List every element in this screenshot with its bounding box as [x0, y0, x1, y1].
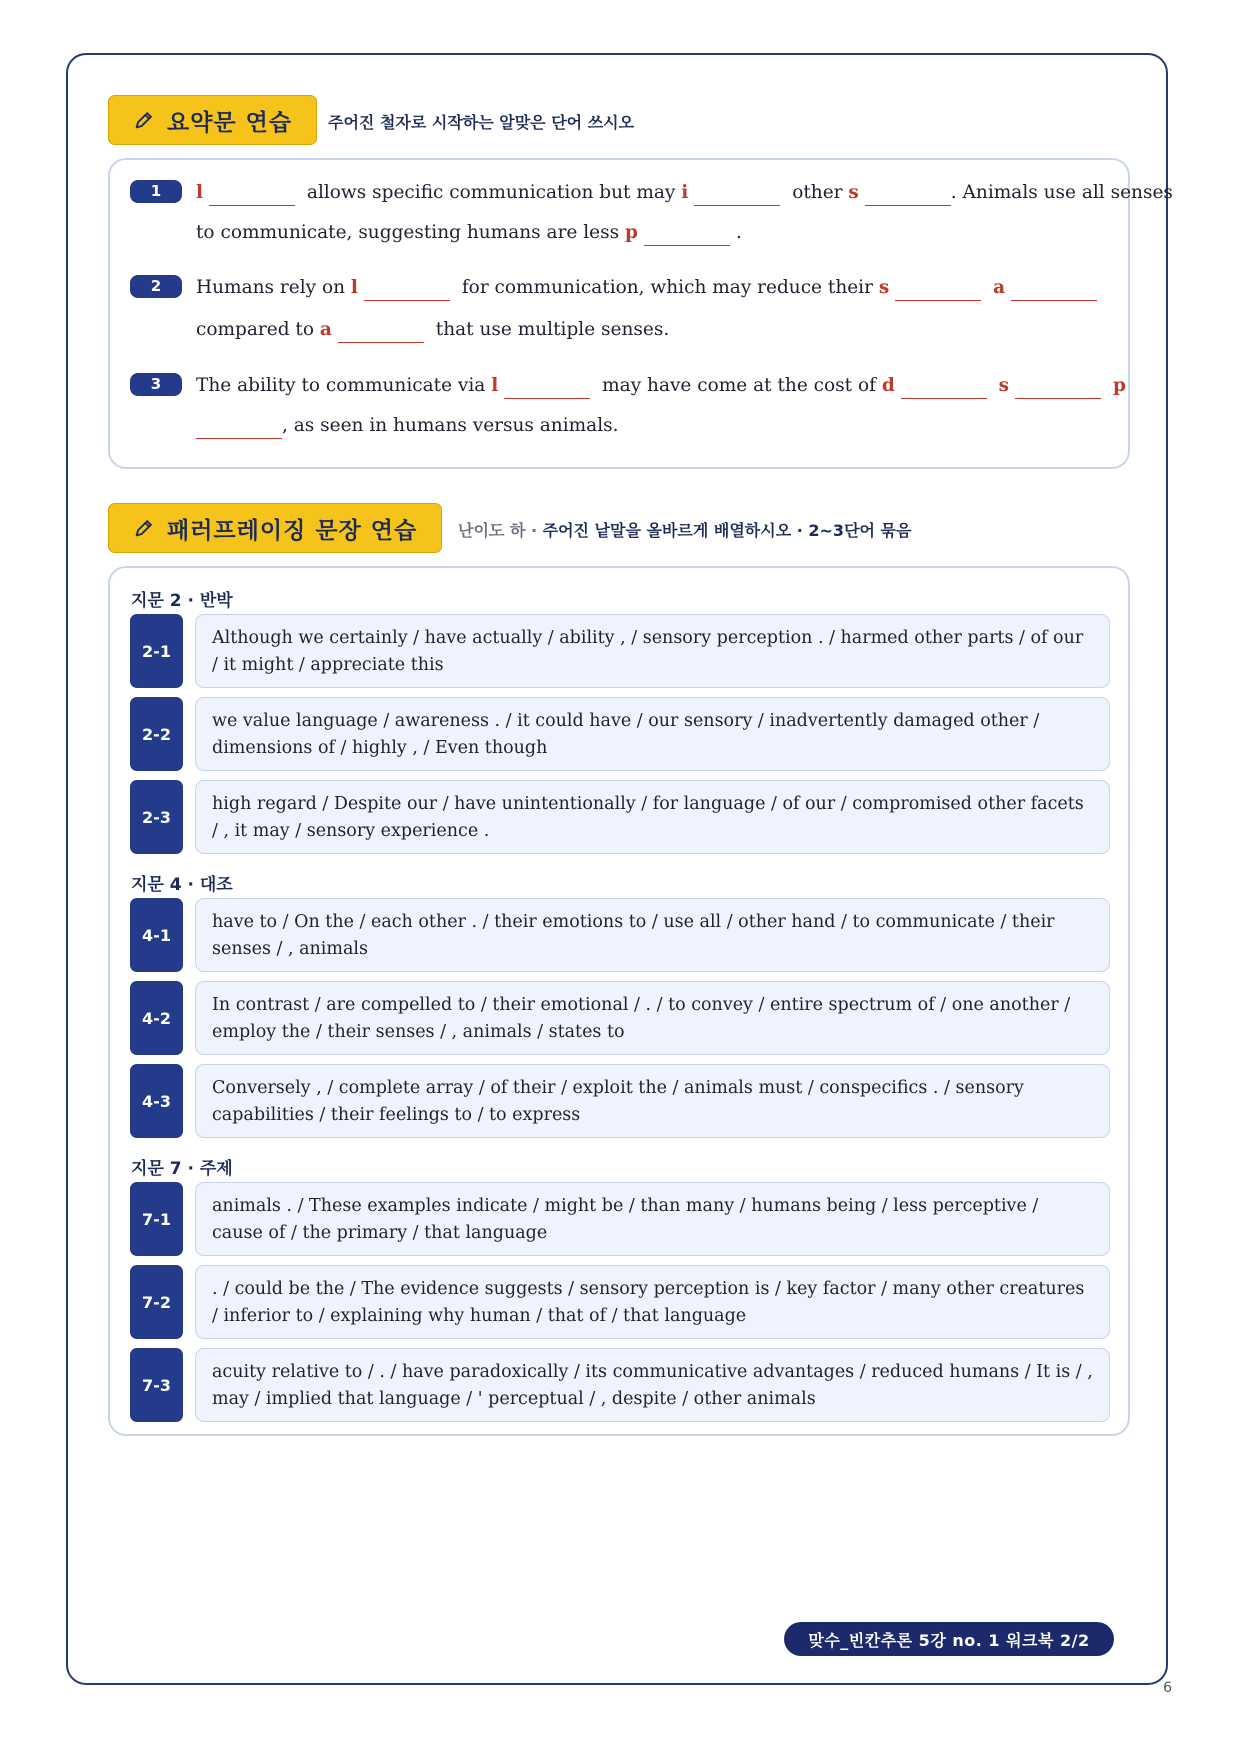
- question-text: to communicate, suggesting humans are less: [196, 222, 620, 243]
- answer-blank[interactable]: [895, 270, 981, 301]
- paraphrase-row: [130, 1182, 1110, 1256]
- paraphrase-row: [130, 898, 1110, 972]
- answer-blank[interactable]: [644, 215, 730, 246]
- hint-letter: l: [350, 277, 358, 298]
- question-line: [196, 366, 1126, 406]
- passage-label: 지문 4 · 대조: [131, 875, 233, 895]
- paraphrase-row: [130, 1348, 1110, 1422]
- paraphrase-row: [130, 780, 1110, 854]
- summary-title: 요약문 연습: [167, 109, 293, 136]
- scrambled-phrase-box: . / could be the / The evidence suggests / sensory perception is / key factor / many other creatures / inferior to / explaining why human / that of / that language: [195, 1265, 1110, 1339]
- hint-letter: l: [196, 182, 204, 203]
- hint-letter: s: [848, 182, 859, 203]
- question-text: compared to: [196, 319, 315, 340]
- paraphrase-row: [130, 981, 1110, 1055]
- footer-label: 맞수_빈칸추론 5강 no. 1 워크북 2/2: [784, 1622, 1114, 1656]
- question-line: [196, 268, 1097, 308]
- row-number: 7-1: [130, 1182, 183, 1256]
- question-line: [196, 173, 1173, 213]
- instruction-text: 주어진 낱말을 올바르게 배열하시오 · 2~3단어 묶음: [542, 521, 912, 540]
- scrambled-phrase-box: In contrast / are compelled to / their emotional / . / to convey / entire spectrum of / one another / employ the / their senses / , animals / states to: [195, 981, 1110, 1055]
- summary-title-tag: [108, 95, 317, 145]
- answer-blank[interactable]: [364, 270, 450, 301]
- hint-letter: i: [681, 182, 689, 203]
- summary-question: [130, 268, 1090, 358]
- pencil-icon: [133, 517, 155, 539]
- row-number: 4-1: [130, 898, 183, 972]
- paraphrase-row: [130, 1064, 1110, 1138]
- answer-blank[interactable]: [1015, 368, 1101, 399]
- row-number: 4-3: [130, 1064, 183, 1138]
- scrambled-phrase-box: Although we certainly / have actually / ability , / sensory perception . / harmed other parts / of our / it might / appreciate this: [195, 614, 1110, 688]
- hint-letter: p: [624, 222, 638, 243]
- paraphrase-row: [130, 1265, 1110, 1339]
- summary-instruction: 주어진 철자로 시작하는 알맞은 단어 쓰시오: [328, 113, 635, 132]
- hint-letter: s: [998, 375, 1010, 396]
- question-text: . Animals use all senses: [950, 182, 1173, 203]
- paraphrase-title-tag: [108, 503, 442, 553]
- question-text: may have come at the cost of: [602, 375, 876, 396]
- row-number: 2-3: [130, 780, 183, 854]
- paraphrase-row: [130, 697, 1110, 771]
- answer-blank[interactable]: [865, 175, 951, 206]
- hint-letter: l: [491, 375, 499, 396]
- question-line: [196, 310, 669, 350]
- answer-blank[interactable]: [338, 312, 424, 343]
- answer-blank[interactable]: [196, 408, 282, 439]
- question-line: [196, 406, 619, 446]
- hint-letter: p: [1112, 375, 1126, 396]
- answer-blank[interactable]: [1011, 270, 1097, 301]
- question-text: other: [792, 182, 843, 203]
- summary-question: [130, 366, 1126, 456]
- question-text: The ability to communicate via: [196, 375, 486, 396]
- passage-label: 지문 2 · 반박: [131, 591, 233, 611]
- paraphrase-instruction: [458, 518, 911, 541]
- row-number: 7-2: [130, 1265, 183, 1339]
- scrambled-phrase-box: Conversely , / complete array / of their / exploit the / animals must / conspecifics . / sensory capabilities / their feelings to / to express: [195, 1064, 1110, 1138]
- row-number: 2-1: [130, 614, 183, 688]
- scrambled-phrase-box: we value language / awareness . / it could have / our sensory / inadvertently damaged other / dimensions of / highly , / Even though: [195, 697, 1110, 771]
- answer-blank[interactable]: [504, 368, 590, 399]
- row-number: 2-2: [130, 697, 183, 771]
- row-number: 4-2: [130, 981, 183, 1055]
- answer-blank[interactable]: [209, 175, 295, 206]
- summary-question: [130, 173, 1173, 263]
- answer-blank[interactable]: [694, 175, 780, 206]
- question-text: for communication, which may reduce their: [461, 277, 873, 298]
- question-text: , as seen in humans versus animals.: [282, 415, 619, 436]
- hint-letter: a: [319, 319, 332, 340]
- page-number: 6: [1163, 1680, 1172, 1696]
- question-text: .: [735, 222, 742, 243]
- scrambled-phrase-box: high regard / Despite our / have unintentionally / for language / of our / compromised other facets / , it may / sensory experience .: [195, 780, 1110, 854]
- answer-blank[interactable]: [901, 368, 987, 399]
- question-number: 2: [130, 275, 182, 298]
- paraphrase-row: [130, 614, 1110, 688]
- difficulty-label: 난이도 하 ·: [458, 521, 538, 540]
- row-number: 7-3: [130, 1348, 183, 1422]
- question-number: 1: [130, 180, 182, 203]
- question-number: 3: [130, 373, 182, 396]
- paraphrase-title: 패러프레이징 문장 연습: [167, 517, 418, 544]
- passage-label: 지문 7 · 주제: [131, 1159, 233, 1179]
- scrambled-phrase-box: animals . / These examples indicate / might be / than many / humans being / less perceptive / cause of / the primary / that language: [195, 1182, 1110, 1256]
- pencil-icon: [133, 109, 155, 131]
- question-line: [196, 213, 742, 253]
- hint-letter: s: [878, 277, 890, 298]
- question-text: Humans rely on: [196, 277, 346, 298]
- question-text: that use multiple senses.: [435, 319, 670, 340]
- hint-letter: d: [881, 375, 895, 396]
- scrambled-phrase-box: have to / On the / each other . / their emotions to / use all / other hand / to communicate / their senses / , animals: [195, 898, 1110, 972]
- question-text: allows specific communication but may: [306, 182, 676, 203]
- hint-letter: a: [993, 277, 1006, 298]
- scrambled-phrase-box: acuity relative to / . / have paradoxically / its communicative advantages / reduced humans / It is / , may / implied that language / ' perceptual / , despite / other animals: [195, 1348, 1110, 1422]
